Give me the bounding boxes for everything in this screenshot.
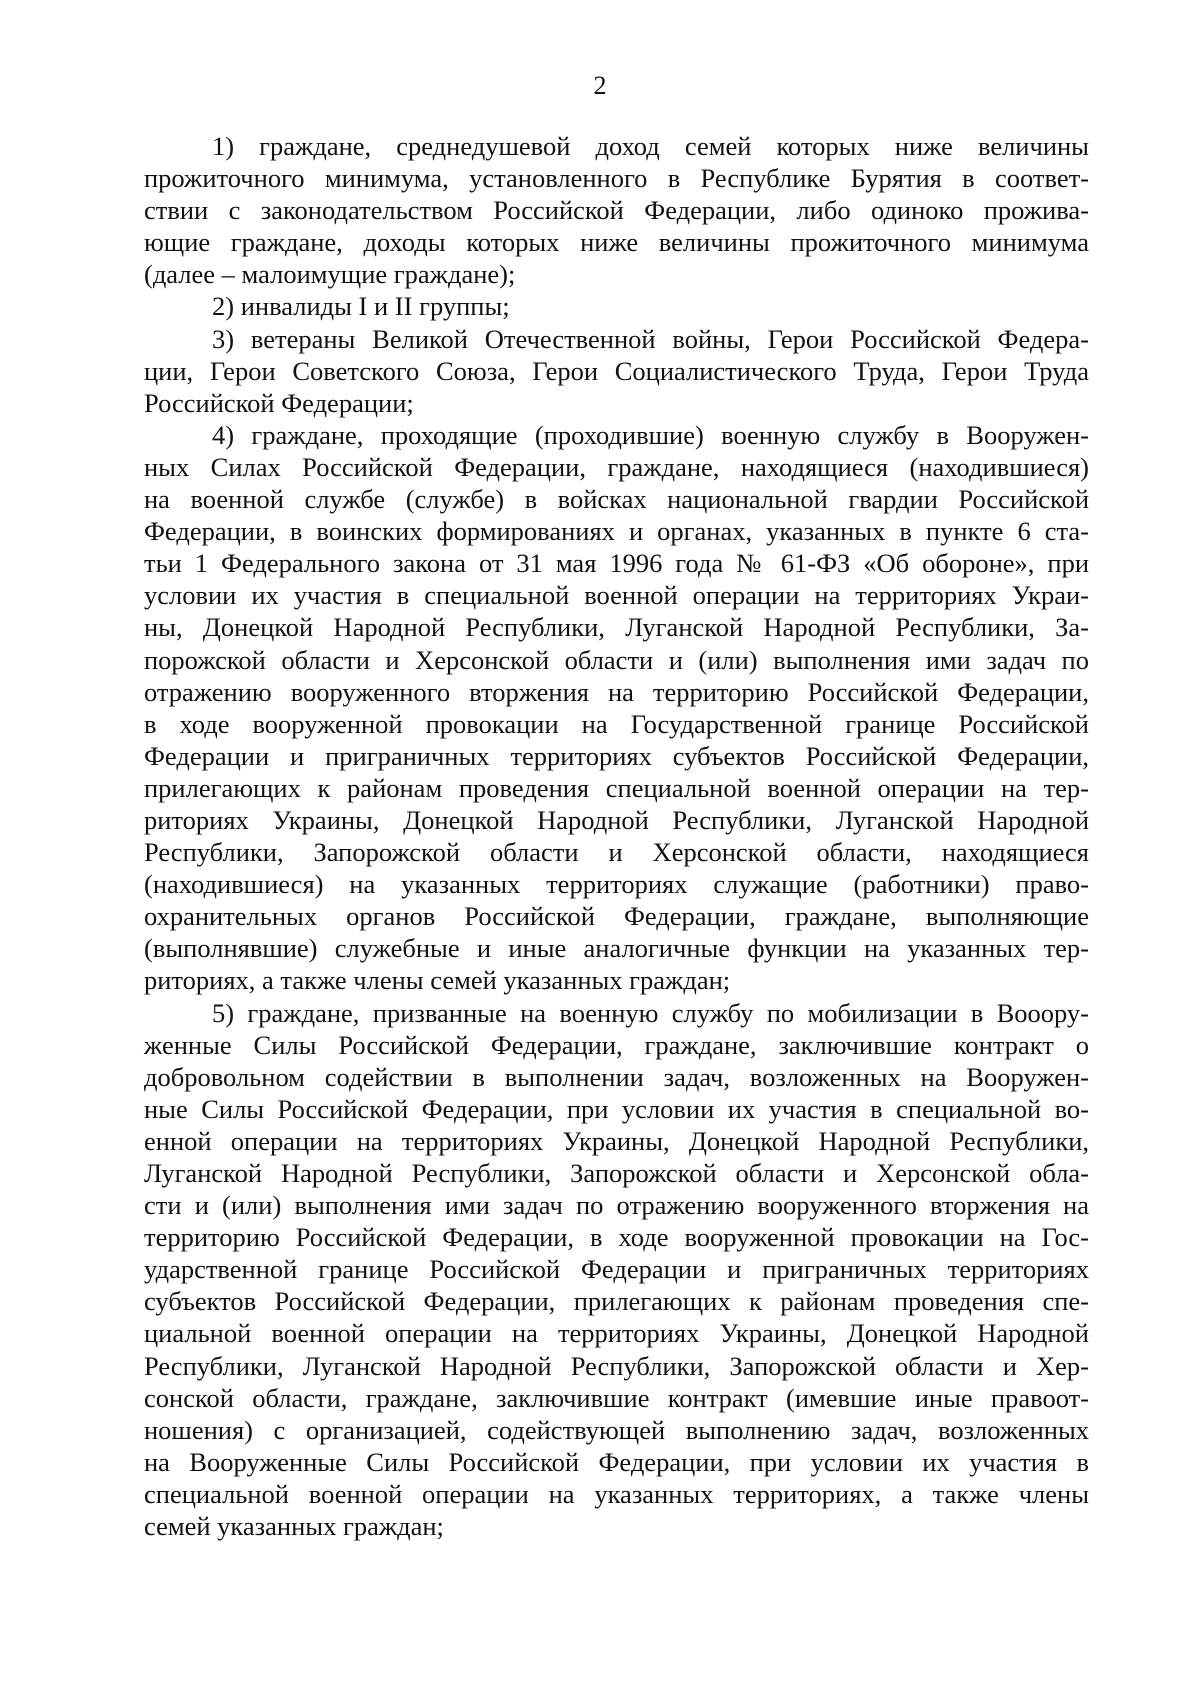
text-line: риториях Украины, Донецкой Народной Республики, Луганской Народной [144,804,1089,835]
text-line: специальной военной операции на указанных территориях, а также члены [144,1478,1089,1509]
text-line: енной операции на территориях Украины, Донецкой Народной Республики, [144,1125,1089,1156]
text-line: Федерации, в воинских формированиях и органах, указанных в пункте 6 ста- [144,516,1089,547]
text-line: субъектов Российской Федерации, прилегающих к районам проведения спе- [144,1286,1089,1317]
text-line: 5) граждане, призванные на военную службу по мобилизации в Вооору- [212,997,1089,1028]
text-line: Луганской Народной Республики, Запорожской области и Херсонской обла- [144,1158,1089,1188]
paragraph [144,997,1089,1543]
text-line: циальной военной операции на территориях Украины, Донецкой Народной [144,1318,1089,1349]
text-line: 3) ветераны Великой Отечественной войны, Герои Российской Федера- [212,323,1089,354]
text-line: ударственной границе Российской Федерации и приграничных территориях [144,1254,1089,1285]
text-line: тьи 1 Федерального закона от 31 мая 1996 года № 61-ФЗ «Об обороне», при [144,548,1089,579]
text-line: 2) инвалиды I и II группы; [212,291,510,322]
text-line: Республики, Запорожской области и Херсонской области, находящиеся [144,837,1089,868]
text-line: сонской области, граждане, заключившие контракт (имевшие иные правоот- [144,1382,1089,1413]
text-line: риториях, а также члены семей указанных граждан; [144,965,731,996]
text-line: добровольном содействии в выполнении задач, возложенных на Вооружен- [144,1061,1089,1092]
text-line: охранительных органов Российской Федерации, граждане, выполняющие [144,901,1089,932]
page-number: 2 [593,71,607,100]
text-line: Республики, Луганской Народной Республики, Запорожской области и Хер- [144,1350,1089,1381]
text-line: (находившиеся) на указанных территориях служащие (работники) право- [144,869,1089,900]
text-line: ных Силах Российской Федерации, граждане, находящиеся (находившиеся) [144,451,1089,482]
text-line: женные Силы Российской Федерации, граждане, заключившие контракт о [144,1029,1089,1060]
text-line: ствии с законодательством Российской Федерации, либо одиноко прожива- [144,195,1089,226]
paragraph [144,323,1089,419]
text-line: (выполнявшие) служебные и иные аналогичные функции на указанных тер- [144,933,1089,964]
text-line: ны, Донецкой Народной Республики, Луганской Народной Республики, За- [144,612,1089,643]
text-line: ции, Герои Советского Союза, Герои Социалистического Труда, Герои Труда [144,355,1089,386]
text-line: в ходе вооруженной провокации на Государственной границе Российской [144,708,1089,739]
text-line: сти и (или) выполнения ими задач по отражению вооруженного вторжения на [144,1190,1089,1221]
text-line: 1) граждане, среднедушевой доход семей которых ниже величины [212,131,1089,161]
text-line: Российской Федерации; [144,387,414,418]
text-line: семей указанных граждан; [144,1511,444,1542]
text-line: прилегающих к районам проведения специальной военной операции на тер- [144,772,1089,803]
text-line: отражению вооруженного вторжения на территорию Российской Федерации, [144,676,1089,707]
text-line: ющие граждане, доходы которых ниже величины прожиточного минимума [144,227,1089,258]
text-line: ношения) с организацией, содействующей выполнению задач, возложенных [144,1414,1089,1445]
document-body [144,130,1089,1542]
paragraph [144,130,1089,290]
text-line: условии их участия в специальной военной операции на территориях Украи- [144,580,1089,611]
text-line: территорию Российской Федерации, в ходе вооруженной провокации на Гос- [144,1222,1089,1253]
paragraph [144,290,1089,322]
text-line: порожской области и Херсонской области и (или) выполнения ими задач по [144,644,1089,675]
paragraph [144,419,1089,997]
text-line: Федерации и приграничных территориях субъектов Российской Федерации, [144,740,1089,771]
text-line: на военной службе (службе) в войсках национальной гвардии Российской [144,484,1089,515]
text-line: ные Силы Российской Федерации, при условии их участия в специальной во- [144,1093,1089,1124]
text-line: 4) граждане, проходящие (проходившие) военную службу в Вооружен- [212,419,1089,450]
text-line: (далее – малоимущие граждане); [144,259,516,290]
text-line: прожиточного минимума, установленного в Республике Бурятия в соответ- [144,163,1089,194]
text-line: на Вооруженные Силы Российской Федерации, при условии их участия в [144,1446,1089,1477]
